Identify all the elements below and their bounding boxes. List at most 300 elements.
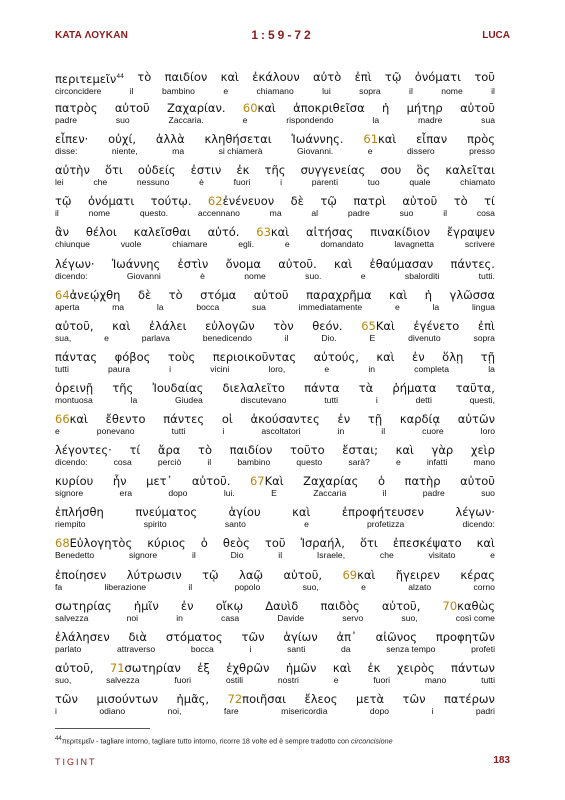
italian-word: noi, [167,705,182,716]
italian-word: cuore [422,426,444,437]
italian-word: e [284,239,290,250]
italian-word: tuo [367,177,380,188]
greek-word: αὐτοῦ [114,101,150,116]
italian-word: cosa [113,457,132,468]
italian-word: il [55,208,59,219]
italian-row [55,488,495,498]
italian-word: è [200,270,205,281]
greek-word: πατρὸς [55,101,98,116]
greek-word: πάντες. [450,256,495,271]
italian-word: suo, [55,674,72,685]
italian-row [55,86,495,96]
italian-word: nostri [277,674,299,685]
italian-word: si chiamerà [218,146,263,157]
greek-word [443,599,495,613]
italian-word: parenti [311,177,338,188]
greek-word: καὶ [112,318,131,333]
italian-row [55,582,495,592]
greek-word: πάντας [55,349,98,364]
greek-word: ἡ [381,101,390,116]
italian-word: rispondendo [286,115,334,126]
book-title-greek: ΚΑΤΑ ΛΟΥΚΑΝ [55,30,129,41]
greek-row [55,70,495,86]
italian-word: sbalorditi [404,270,440,281]
greek-word [208,194,274,208]
italian-word: questo. [139,208,169,219]
italian-word: vicini [210,363,230,374]
verse-number: 72 [227,691,243,706]
italian-word: visitato [428,550,456,561]
italian-row [55,115,495,125]
italian-word: ma [112,301,125,312]
italian-word: domandato [320,239,364,250]
italian-word: il [409,85,413,96]
italian-word: casa [221,612,240,623]
italian-word: dissero [406,146,435,157]
italian-word: nome [88,208,111,219]
italian-word: nessuno [136,177,170,188]
italian-word: parlato [55,643,82,654]
italian-word: bocca [196,301,220,312]
greek-row [55,412,495,426]
italian-word: i [375,394,378,405]
italian-word: noi [126,612,139,623]
greek-word: οἴκῳ [215,598,244,613]
greek-word: ῥήματα [392,380,437,395]
greek-word: τῇ [480,349,495,364]
italian-word: detti [415,394,432,405]
italian-word: parlava [141,332,170,343]
italian-word: e [333,674,339,685]
interlinear-line [55,599,495,630]
greek-word [243,101,276,115]
verse-number: 60 [242,101,258,116]
verse-number: 66 [55,412,70,427]
greek-word-text: καὶ [69,412,88,427]
greek-word [256,225,289,239]
greek-word: πνεύματος [135,505,198,520]
greek-word: τῷ [202,567,219,582]
italian-word: mano [424,674,447,685]
greek-word: ἐκάλουν [252,70,300,84]
italian-word: egli. [238,239,255,250]
greek-word: διελαλεῖτο [222,380,285,395]
italian-word: divenuto [408,332,441,343]
italian-word: salvezza [106,674,140,685]
greek-word: τοὺς [167,349,196,364]
interlinear-line [55,350,495,381]
greek-word [342,568,375,582]
italian-word: il [129,85,134,96]
italian-word: salvezza [55,612,89,623]
italian-word: e [367,146,373,157]
footnote-divider [55,728,150,729]
greek-word: Ἰσραήλ, [300,536,345,551]
italian-word: signore [128,550,158,561]
greek-word-text: ἐνένευον [222,194,275,209]
greek-word: ἔσται; [342,443,379,458]
italian-word: Israele, [316,550,346,561]
greek-word: τῶν [55,691,78,706]
interlinear-line [55,630,495,661]
italian-word: la [372,115,380,126]
interlinear-line [55,132,495,163]
greek-word: πατέρων [443,691,495,706]
greek-word: ἤγειρεν [395,567,440,582]
interlinear-line [55,443,495,474]
verse-number: 65 [361,318,376,333]
interlinear-line [55,257,495,288]
greek-word-text: Εὐλογητὸς [69,536,133,551]
italian-word: suo, [302,581,319,592]
italian-word: sua [252,301,266,312]
italian-word: bambino [161,85,195,96]
greek-word: αὐτῶν [457,412,495,427]
greek-word: ἡ [424,287,433,302]
italian-word: loro, [268,363,286,374]
italian-word: lingua [471,301,495,312]
italian-word: cosa [476,208,495,219]
greek-word: παραχρῆμα [306,287,372,302]
italian-word: suo. [305,270,322,281]
greek-row [55,443,495,457]
italian-word: suo [481,488,495,499]
italian-word: e [395,457,401,468]
greek-word: παιδίον [229,443,273,458]
greek-word [55,288,120,302]
italian-word: bocca [190,643,214,654]
greek-word-text: καὶ [270,225,290,240]
italian-row [55,146,495,156]
italian-word: il [191,550,196,561]
greek-word: ἀκούσαντες [250,412,320,427]
greek-word: μετὰ [356,691,385,706]
italian-word: signore [55,488,84,499]
interlinear-line [55,412,495,443]
book-title-italian: LUCA [482,30,510,41]
footnote-ref: 44 [116,73,124,80]
italian-word: scrivere [464,239,495,250]
italian-word: il [207,457,212,468]
greek-word: περιοικοῦντας [212,349,297,364]
footnote-body: - tagliare intorno, tagliare tutto intorno, ricorre 18 volte ed è sempre tradotto con [94,736,352,746]
greek-row [55,599,495,613]
italian-word: il [491,85,495,96]
italian-word: riempito [55,519,86,530]
italian-word: immediatamente [298,301,363,312]
greek-word: τὰ [358,380,374,395]
greek-word: αἰῶνος [375,629,417,644]
italian-row [55,364,495,374]
greek-word: ἐπεσκέψατο [392,536,462,551]
greek-word: τὸ [137,70,152,84]
greek-word: συγγενείας [300,163,366,178]
greek-word [55,536,132,550]
italian-word: padre [55,115,77,126]
greek-word: καρδίᾳ [399,412,441,427]
greek-word-text: ἀνεῴχθη [69,287,121,302]
interlinear-line [55,163,495,194]
greek-word: ἐν [412,349,425,364]
greek-word: τῆς [264,163,286,178]
greek-word: δὲ [290,194,304,209]
greek-word: μετ᾽ [146,474,173,489]
italian-word: niente, [111,146,138,157]
greek-word: προφητῶν [435,629,495,644]
greek-word: παιδίον [164,70,208,84]
greek-word: χειρὸς [396,660,435,675]
greek-word-text: ποιῆσαι [242,691,287,706]
greek-word: αὐτοῦ, [55,660,94,675]
greek-word: ἐστιν [190,163,222,178]
greek-word: χεὶρ [470,443,495,458]
verse-number: 62 [207,194,223,209]
greek-word: μισούντων [96,691,159,706]
greek-word: ἐκ [236,163,250,178]
greek-word: πρὸς [466,132,495,147]
greek-word: Δαυὶδ [265,598,299,613]
greek-word: αὐτοῦ. [278,256,317,271]
italian-word: padre [422,488,445,499]
greek-word: αὐτούς, [313,349,359,364]
italian-word: ostili [225,674,244,685]
footnote-italic-term: circoncisione [351,736,393,746]
greek-word: ἡμῶν [285,660,317,675]
italian-row [55,457,495,467]
greek-word: ἁγίων [283,629,318,644]
italian-word: che [93,177,108,188]
greek-word: πάντων [451,660,495,675]
greek-row [55,568,495,582]
interlinear-line [55,474,495,505]
italian-word: Zaccaria. [168,115,204,126]
greek-row [55,692,495,706]
italian-word: i [169,363,172,374]
italian-word: e [55,426,60,437]
interlinear-line [55,661,495,692]
italian-word: Giovanni. [296,146,334,157]
italian-word: il [188,581,193,592]
greek-word: ἐθαύμασαν [369,256,434,271]
greek-word: αὐτοῦ. [191,474,231,489]
greek-word: ὀρεινῇ [55,380,94,395]
italian-word: e [361,581,366,592]
italian-word: padre [347,208,370,219]
italian-word: questo [296,457,323,468]
italian-word: perciò [157,457,182,468]
greek-word [110,661,181,675]
italian-word: e [324,363,330,374]
footnote [55,735,525,745]
greek-word: ἐξ [197,660,210,675]
italian-word: Davide [277,612,305,623]
italian-word: e [394,301,400,312]
greek-word: τῷ [320,194,337,209]
italian-word: mano [473,457,495,468]
italian-word: il [382,488,387,499]
greek-word: τῷ [55,194,72,209]
italian-word: madre [417,115,443,126]
italian-word: disse: [55,146,78,157]
interlinear-line [55,536,495,567]
italian-word: chiamano [256,85,294,96]
verse-number: 64 [55,287,70,302]
greek-word: ἐγένετο [413,318,460,333]
footnote-word: περιτεμεῖν [61,736,95,746]
italian-word: santo [224,519,246,530]
greek-word-text: καὶ [257,101,276,116]
italian-row [55,333,495,343]
italian-word: presso [469,146,495,157]
greek-word: Ἰουδαίας [152,380,204,395]
greek-word: ἄρα [157,443,181,458]
greek-word: ὀνόματι [88,194,135,209]
italian-row [55,613,495,623]
greek-word: ἐλάλησεν [55,629,110,644]
greek-word: ὃς [416,163,431,178]
greek-word: τοῦτο [290,443,325,458]
italian-row [55,706,495,716]
greek-word: τὸν [273,318,294,333]
interlinear-text [55,70,495,723]
greek-word-text: Καὶ [264,474,284,489]
italian-word: i [55,705,57,716]
verse-number: 67 [249,474,265,489]
greek-word: ἦν [112,474,127,489]
greek-word: ταῦτα, [455,380,495,395]
chapter-verse-range: 1:59-72 [251,28,314,42]
italian-word: la [488,363,495,374]
page-header [0,30,565,50]
italian-word: questi, [469,394,495,405]
greek-row [55,474,495,488]
greek-word: ἀλλὰ [155,132,185,147]
greek-word [228,692,287,706]
greek-word: τῶν [402,691,426,706]
greek-word: ὄνομα [225,256,261,271]
greek-row [55,381,495,395]
greek-row [55,163,495,177]
italian-word: così come [455,612,495,623]
italian-word: ma [172,146,185,157]
italian-word: liberazione [104,581,147,592]
italian-word: completa [414,363,450,374]
greek-word: τούτῳ. [150,194,192,209]
greek-row [55,194,495,208]
italian-word: accennano [197,208,240,219]
greek-row [55,536,495,550]
greek-word: ἡμᾶς, [176,691,210,706]
greek-row [55,101,495,115]
footer-publisher: TIGINT [55,757,97,767]
italian-row [55,675,495,685]
greek-word: στόματος [165,629,223,644]
interlinear-line [55,225,495,256]
greek-word: οὐδείς [137,163,176,178]
greek-word: ἀποκριθεῖσα [293,101,365,116]
greek-word: εὐλογῶν [205,318,255,333]
italian-word: che [379,550,394,561]
italian-word: il [284,332,289,343]
italian-word: corno [473,581,495,592]
italian-word: E [271,488,277,499]
italian-row [55,519,495,529]
greek-word: δὲ [137,287,152,302]
greek-word: ἐπλήσθη [55,505,104,520]
greek-row [55,505,495,519]
greek-word: ὁ [377,474,385,489]
italian-word: E [369,332,376,343]
italian-word: paura [108,363,130,374]
greek-word-text: σωτηρίαν [124,660,181,675]
greek-word-text: καθὼς [457,598,495,613]
greek-word: αὐτὴν [55,163,90,178]
greek-word-text: περιτεμεῖν [55,71,117,86]
italian-word: chiamare [172,239,208,250]
italian-word: infatti [426,457,448,468]
italian-word: suo [115,115,130,126]
page-number: 183 [493,755,510,766]
verse-number: 69 [342,567,358,582]
greek-row [55,319,495,333]
greek-word: τῷ [384,70,402,84]
greek-word: αἰτήσας [305,225,354,240]
italian-word: dopo [369,705,390,716]
greek-word: καὶ [292,505,311,520]
italian-word: spirito [143,519,167,530]
greek-word: σου [380,163,402,178]
greek-word: γλῶσσα [449,287,495,302]
italian-word: discutevano [240,394,287,405]
greek-word: καὶ [334,256,353,271]
greek-word: εἶπαν [416,132,448,147]
greek-word: πατὴρ [404,474,441,489]
italian-word: e [242,115,248,126]
greek-word: πάντα [304,380,340,395]
greek-word: ἐπὶ [354,70,372,84]
greek-word: γὰρ [431,443,454,458]
italian-word: bambino [237,457,271,468]
italian-word: fuori [174,674,192,685]
greek-row [55,630,495,644]
italian-word: dopo [168,488,188,499]
greek-word: τοῦ [474,70,495,84]
italian-word: è [199,177,204,188]
greek-word: ὁ [200,536,208,551]
italian-word: fare [223,705,239,716]
italian-word: montuosa [55,394,93,405]
greek-word: τῶν [241,629,265,644]
italian-word: profetizza [367,519,405,530]
greek-word: τὸ [198,443,212,458]
italian-word: popolo [234,581,261,592]
italian-word: lui [322,85,331,96]
italian-word: lui. [223,488,235,499]
italian-word: dicendo: [55,270,88,281]
italian-word: quale [409,177,431,188]
greek-word: φόβος [114,349,151,364]
greek-word: κυρίου [55,474,94,489]
greek-word: εἶπεν· [55,132,89,147]
italian-word: odiano [99,705,126,716]
verse-number: 70 [442,598,458,613]
interlinear-line [55,568,495,599]
italian-word: attraverso [116,643,156,654]
italian-word: in [176,612,183,623]
italian-word: il [381,426,386,437]
italian-word: suo, [401,612,418,623]
italian-word: fuori [233,177,251,188]
